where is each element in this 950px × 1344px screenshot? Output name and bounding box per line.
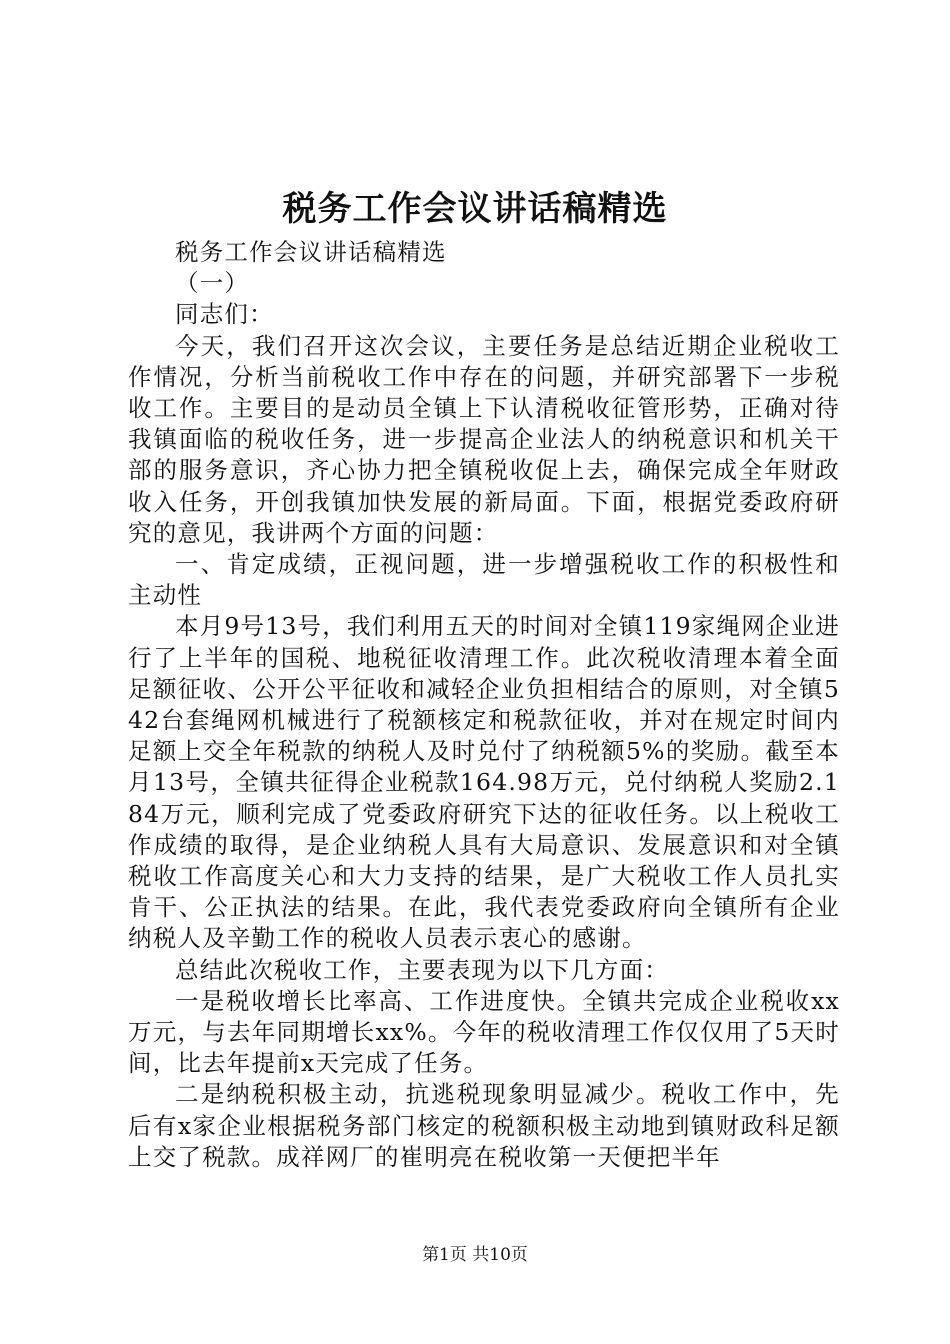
document-body xyxy=(128,237,840,1173)
paragraph-salutation: 同志们： xyxy=(175,300,274,329)
paragraph-intro: 今天，我们召开这次会议，主要任务是总结近期企业税收工作情况，分析当前税收工作中存在的问题，并研究部署下一步税收工作。主要目的是动员全镇上下认清税收征管形势，正确对待我镇面临的税收任务，进一步提高企业法人的纳税意识和机关干部的服务意识，齐心协力把全镇税收促上去，确保完成全年财政收入任务，开创我镇加快发展的新局面。下面，根据党委政府研究的意见，我讲两个方面的问题： xyxy=(128,331,840,547)
paragraph-subtitle: 税务工作会议讲话稿精选 xyxy=(175,238,447,266)
paragraph-heading-one: 一、肯定成绩，正视问题，进一步增强税收工作的积极性和主动性 xyxy=(128,550,840,610)
paragraph-summary-lead: 总结此次税收工作，主要表现为以下几方面： xyxy=(175,955,669,984)
document-title: 税务工作会议讲话稿精选 xyxy=(282,189,668,229)
paragraph-point-two: 二是纳税积极主动，抗逃税现象明显减少。税收工作中，先后有x家企业根据税务部门核定的税额积极主动地到镇财政科足额上交了税款。成祥网厂的崔明亮在税收第一天便把半年 xyxy=(128,1080,840,1171)
paragraph-section-number: （一） xyxy=(175,269,250,298)
page-footer: 第1页 共10页 xyxy=(422,1245,528,1265)
paragraph-achievements: 本月9号13号，我们利用五天的时间对全镇119家绳网企业进行了上半年的国税、地税征收清理工作。此次税收清理本着全面足额征收、公开公平征收和减轻企业负担相结合的原则，对全镇542台套绳网机械进行了税额核定和税款征收，并对在规定时间内足额上交全年税款的纳税人及时兑付了纳税额5%的奖励。截至本月13号，全镇共征得企业税款164.98万元，兑付纳税人奖励2.184万元，顺利完成了党委政府研究下达的征收任务。以上税收工作成绩的取得，是企业纳税人具有大局意识、发展意识和对全镇税收工作高度关心和大力支持的结果，是广大税收工作人员扎实肯干、公正执法的结果。在此，我代表党委政府向全镇所有企业纳税人及辛勤工作的税收人员表示衷心的感谢。 xyxy=(128,612,841,953)
paragraph-point-one: 一是税收增长比率高、工作进度快。全镇共完成企业税收xx万元，与去年同期增长xx%。今年的税收清理工作仅仅用了5天时间，比去年提前x天完成了任务。 xyxy=(128,986,840,1078)
